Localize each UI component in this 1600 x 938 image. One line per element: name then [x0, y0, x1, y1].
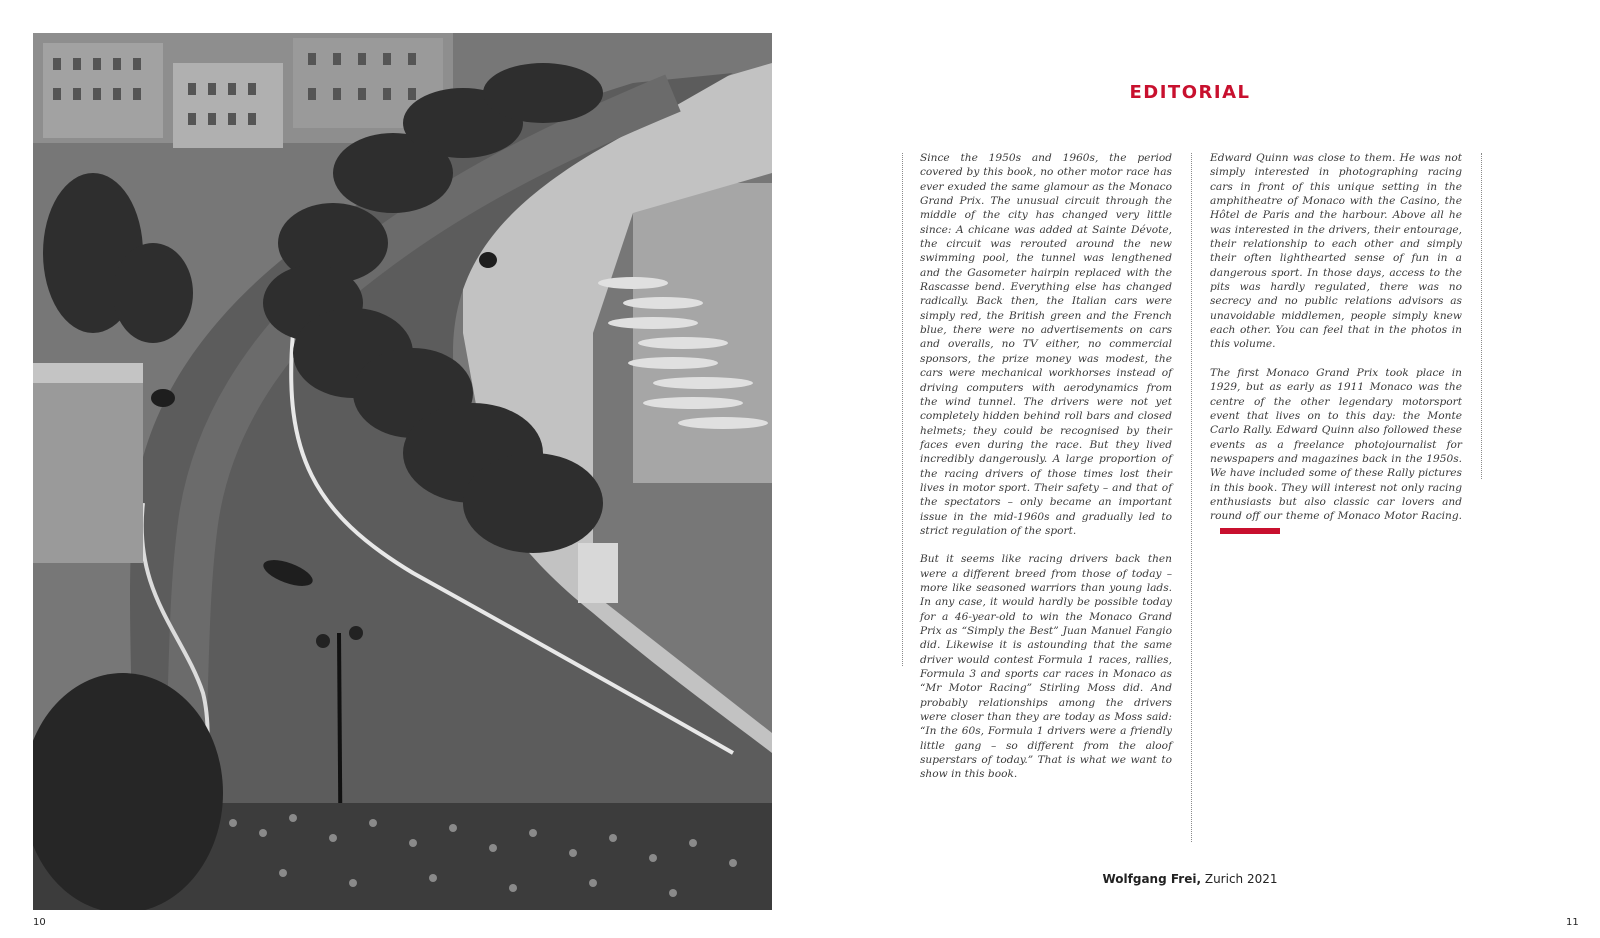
column-divider	[1191, 153, 1192, 842]
author-signature	[1020, 872, 1360, 886]
column-divider	[1481, 153, 1482, 479]
author-name: Wolfgang Frei,	[1102, 872, 1202, 886]
column-divider	[902, 153, 903, 666]
page-number-left: 10	[33, 917, 46, 928]
paragraph: Since the 1950s and 1960s, the period covered by this book, no other motor race has ever exuded the same glamour as the Monaco Grand Prix. The unusual circuit through the middle of the city has changed very little since: A chicane was added at Sainte Dévote, the circuit was rerouted around the new swimming pool, the tunnel was lengthened and the Gasometer hairpin replaced with the Rascasse bend. Everything else has changed radically. Back then, the Italian cars were simply red, the British green and the French blue, there were no advertisements on cars and overalls, no TV either, no commercial sponsors, the prize money was modest, the cars were mechanical workhorses instead of driving computers with aerodynamics from the wind tunnel. The drivers were not yet completely hidden behind roll bars and closed helmets; they could be recognised by their faces even during the race. But they lived incredibly dangerously. A large proportion of the racing drivers of those times lost their lives in motor sport. Their safety – and that of the spectators – only became an important issue in the mid-1960s and gradually led to strict regulation of the sport.	[920, 152, 1172, 537]
page-title: EDITORIAL	[1129, 82, 1251, 103]
paragraph	[1210, 366, 1462, 538]
monaco-grand-prix-photo	[33, 33, 772, 910]
paragraph: Edward Quinn was close to them. He was not simply interested in photographing racing cars in front of this unique setting in the amphitheatre of Monaco with the Casino, the Hôtel de Paris and the harbour. Above all he was interested in the drivers, their entourage, their relationship to each other and simply their often lighthearted sense of fun in a dangerous sport. In those days, access to the pits was hardly regulated, there was no secrecy and no public relations advisors as unavoidable middlemen, people simply knew each other. You can feel that in the photos in this volume.	[1210, 152, 1462, 351]
page-number-right: 11	[1566, 917, 1579, 928]
end-mark-icon	[1220, 528, 1280, 534]
text-column-2	[1210, 151, 1462, 552]
paragraph-text: The first Monaco Grand Prix took place in 1929, but as early as 1911 Monaco was the centre of the other legendary motorsport event that lives on to this day: the Monte Carlo Rally. Edward Quinn also followed these events as a freelance photojournalist for newspapers and magazines back in the 1950s. We have included some of these Rally pictures in this book. They will interest not only racing enthusiasts but also classic car lovers and round off our theme of Monaco Motor Racing.	[1210, 366, 1462, 523]
author-place-date: Zurich 2021	[1204, 872, 1278, 886]
paragraph: But it seems like racing drivers back then were a different breed from those of today – more like seasoned warriors than young lads. In any case, it would hardly be possible today for a 46-year-old to win the Monaco Grand Prix as “Simply the Best” Juan Manuel Fangio did. Likewise it is astounding that the same driver would contest Formula 1 races, rallies, Formula 3 and sports car races in Monaco as “Mr Motor Racing” Stirling Moss did. And probably relationships among the drivers were closer than they are today as Moss said: “In the 60s, Formula 1 drivers were a friendly little gang – so different from the aloof superstars of today.” That is what we want to show in this book.	[920, 553, 1172, 781]
text-column-1	[920, 151, 1172, 796]
